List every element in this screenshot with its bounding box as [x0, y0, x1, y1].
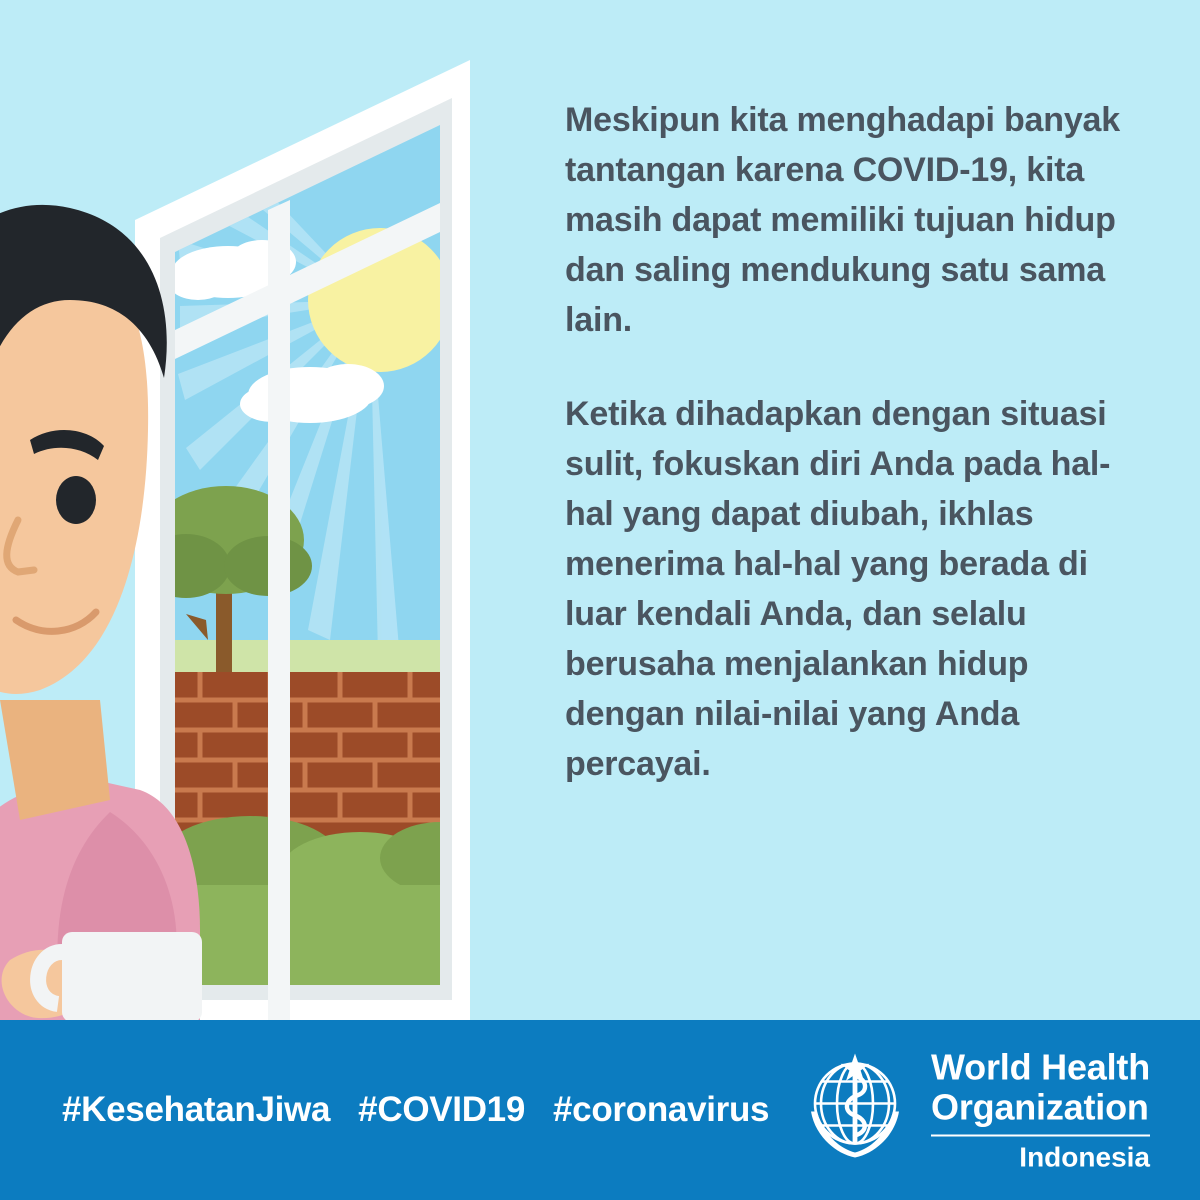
message-paragraph-2: Ketika dihadapkan dengan situasi sulit, fokuskan diri Anda pada hal-hal yang dapat diubah, ikhlas menerima hal-hal yang berada di luar kendali Anda, dan selalu berusaha menjalankan hidup dengan nilai-nilai yang Anda percayai.	[565, 395, 1116, 783]
illustration	[0, 0, 520, 1020]
message-text	[565, 95, 1130, 789]
who-logo	[797, 1048, 1150, 1173]
footer-bar	[0, 1020, 1200, 1200]
illustration-scene	[0, 0, 520, 1020]
who-country-label: Indonesia	[1019, 1141, 1150, 1173]
hashtag-item[interactable]: #KesehatanJiwa	[62, 1090, 331, 1129]
mug-icon	[38, 932, 202, 1020]
who-divider	[931, 1135, 1150, 1137]
who-line-1: World Health	[931, 1046, 1150, 1088]
who-wordmark	[931, 1048, 1150, 1173]
who-emblem-icon	[797, 1050, 913, 1171]
hashtag-item[interactable]: #COVID19	[358, 1090, 526, 1129]
hashtag-list	[62, 1090, 769, 1130]
message-paragraph-1: Meskipun kita menghadapi banyak tantangan karena COVID-19, kita masih dapat memiliki tujuan hidup dan saling mendukung satu sama lain.	[565, 101, 1130, 339]
who-line-2: Organization	[931, 1086, 1149, 1128]
hashtag-item[interactable]: #coronavirus	[553, 1090, 770, 1129]
